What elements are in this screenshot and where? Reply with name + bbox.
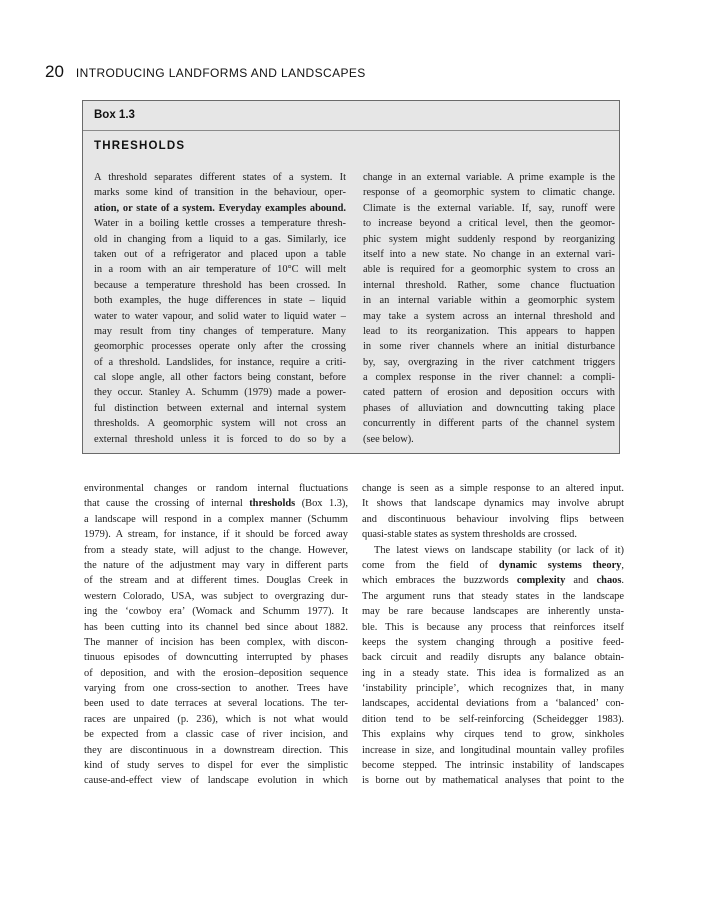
text-line — [363, 401, 615, 416]
text-line — [84, 696, 348, 711]
text-segment: It shows that landscape dynamics may involve abrupt — [362, 498, 624, 510]
text-segment: of the stream and at different times. Douglas Creek in — [84, 575, 348, 587]
text-line — [84, 558, 348, 573]
text-segment: The latest views on landscape stability (or lack of it) — [374, 544, 624, 556]
text-segment: both examples, the huge differences in state – liquid — [94, 295, 346, 307]
text-line — [362, 512, 624, 527]
text-segment: increase in size, and longitudinal mountain valley profiles — [362, 744, 624, 756]
text-segment: back circuit and readily disrupts any balance obtain- — [362, 652, 624, 664]
text-line — [84, 650, 348, 665]
text-segment: that cause the crossing of internal — [84, 498, 250, 510]
text-line — [363, 416, 615, 431]
text-line — [84, 743, 348, 758]
text-line — [94, 262, 346, 277]
text-segment: been used to date terraces at several locations. The ter- — [84, 698, 348, 710]
text-line — [94, 293, 346, 308]
text-segment: taken out of a refrigerator and placed upon a table — [94, 248, 346, 260]
text-line — [363, 262, 615, 277]
text-segment: ble. This is because any process that reinforces itself — [362, 621, 624, 633]
text-line — [362, 481, 624, 496]
text-segment: from a steady state, will adjust to the change. However, — [84, 544, 348, 556]
text-line — [362, 696, 624, 711]
text-line — [94, 416, 346, 431]
text-segment: cause-and-effect view of landscape evolution in which — [84, 775, 348, 787]
text-line — [94, 232, 346, 247]
text-segment: tinuous episodes of downcutting interrupted by phases — [84, 652, 348, 664]
text-segment: and — [243, 402, 277, 414]
text-line — [94, 339, 346, 354]
text-segment: may take a system across an internal threshold and — [363, 310, 615, 322]
bold-term: chaos — [596, 575, 622, 587]
box-column-left — [94, 170, 346, 447]
text-line — [94, 185, 346, 200]
text-segment: quasi-stable states as system thresholds are crossed. — [362, 529, 577, 541]
text-line — [363, 170, 615, 185]
text-segment: they occur. Stanley A. Schumm (1979) made a power- — [94, 387, 346, 399]
text-line — [363, 232, 615, 247]
bold-term: complexity — [516, 575, 566, 587]
text-segment: ‘instability principle’, which recognizes that, in many — [362, 683, 624, 695]
text-segment: dition tend to be self-reinforcing (Scheidegger 1983). — [362, 713, 624, 725]
text-segment: cal slope angle, all other factors being constant, before — [94, 372, 346, 384]
bold-term: ation, or state of a system. Everyday examples abound. — [94, 202, 346, 214]
text-segment: in a room with an air temperature of 10°C will melt — [94, 264, 346, 276]
text-segment: they are discontinuous in a downstream direction. This — [84, 744, 348, 756]
text-line — [362, 573, 624, 588]
text-line — [84, 620, 348, 635]
text-segment: external threshold unless it is forced to do so by a — [94, 433, 346, 445]
text-segment: by, say, overgrazing in the river catchment triggers — [363, 356, 615, 368]
text-line — [84, 496, 348, 511]
text-line — [363, 247, 615, 262]
text-line — [84, 527, 348, 542]
text-segment: may be rare because landscapes are inherently unsta- — [362, 606, 624, 618]
text-line — [363, 355, 615, 370]
text-segment: concurrently in different parts of the channel system — [363, 418, 615, 430]
text-segment: which embraces the buzzwords — [362, 575, 517, 587]
text-line — [362, 712, 624, 727]
text-segment: become stepped. The intrinsic instability of landscapes — [362, 760, 624, 772]
text-segment: landscapes, accidental deviations from a ‘balanced’ con- — [362, 698, 624, 710]
text-segment: change in an external variable. A prime example is the — [363, 172, 615, 183]
text-segment: able is required for a geomorphic system to cross an — [363, 264, 615, 276]
text-segment: old in changing from a liquid to a gas. Similarly, ice — [94, 233, 346, 245]
text-segment: of a threshold. Landslides, for instance, require a criti- — [94, 356, 346, 368]
text-line — [94, 401, 346, 416]
text-segment: (see below). — [363, 433, 414, 445]
text-line — [84, 681, 348, 696]
text-line — [362, 527, 624, 542]
text-segment: a complex response in the river channel: a compli- — [363, 372, 615, 384]
text-segment: to increase beyond a critical level, then the geomor- — [363, 218, 615, 230]
text-line — [363, 216, 615, 231]
text-segment: environmental changes or random internal fluctuations — [84, 483, 348, 494]
text-line — [94, 170, 346, 185]
text-segment: 1979). A stream, for instance, if it should be forced away — [84, 529, 348, 541]
text-segment: because a temperature threshold has been crossed. In — [94, 279, 346, 291]
text-line — [84, 666, 348, 681]
text-segment: external — [210, 402, 244, 414]
text-line — [363, 370, 615, 385]
text-segment: marks some kind of transition in the behaviour, oper- — [94, 187, 346, 199]
text-line — [94, 201, 346, 216]
text-segment: The manner of incision has been complex, with discon- — [84, 636, 348, 648]
text-line — [362, 666, 624, 681]
text-segment: the nature of the adjustment may vary in different parts — [84, 559, 348, 571]
text-segment: This explains why cirques tend to grow, sinkholes — [362, 729, 624, 741]
box-column-right — [363, 170, 615, 447]
text-segment: come from the field of — [362, 559, 499, 571]
box-title: THRESHOLDS — [94, 140, 186, 152]
text-segment: geomorphic processes operate only after the crossing — [94, 341, 346, 353]
text-line — [362, 758, 624, 773]
text-segment: races are unpaired (p. 236), which is not what would — [84, 713, 348, 725]
text-line — [362, 743, 624, 758]
text-segment: kind of study serves to dispel for ever the simplistic — [84, 760, 348, 772]
bold-term: dynamic systems theory — [498, 559, 622, 571]
running-title: INTRODUCING LANDFORMS AND LANDSCAPES — [75, 66, 366, 80]
text-line — [363, 185, 615, 200]
text-segment: water to water vapour, and solid water to liquid water – — [94, 310, 346, 322]
text-segment: has been cutting into its channel bed since about 1882. — [84, 621, 348, 633]
text-segment: . — [621, 575, 624, 587]
text-segment: and — [565, 575, 597, 587]
text-line — [363, 309, 615, 324]
text-line — [362, 496, 624, 511]
text-line — [362, 558, 624, 573]
text-line — [363, 385, 615, 400]
text-line — [94, 247, 346, 262]
text-line — [362, 543, 624, 558]
text-line — [362, 727, 624, 742]
text-segment: A threshold separates different states of a system. It — [94, 172, 346, 183]
text-line — [362, 604, 624, 619]
bold-term: thresholds — [249, 498, 296, 510]
text-segment: a landscape will respond in a complex manner (Schumm — [84, 513, 348, 525]
text-segment: keeps the system changing through a positive feed- — [362, 636, 624, 648]
text-line — [362, 620, 624, 635]
text-segment: in an internal variable within a geomorphic system — [363, 295, 615, 307]
text-segment: , — [621, 559, 624, 571]
text-line — [84, 543, 348, 558]
text-segment: Climate is the external variable. If, say, runoff were — [363, 202, 615, 214]
text-line — [94, 278, 346, 293]
text-segment: lead to its reorganization. This appears to happen — [363, 325, 615, 337]
text-line — [94, 216, 346, 231]
text-segment: thresholds — [94, 418, 137, 430]
text-line — [362, 589, 624, 604]
text-segment: (Box 1.3), — [295, 498, 348, 510]
text-segment: may result from tiny changes of temperature. Many — [94, 325, 346, 337]
text-segment: ful distinction between — [94, 402, 211, 414]
text-segment: phic system might suddenly respond by reorganizing — [363, 233, 615, 245]
text-line — [84, 512, 348, 527]
text-line — [94, 385, 346, 400]
text-line — [363, 324, 615, 339]
text-segment: itself into a new state. No change in an external vari- — [363, 248, 615, 260]
text-segment: Water in a boiling kettle crosses a temperature thresh- — [94, 218, 346, 230]
text-line — [363, 201, 615, 216]
text-segment: . A geomorphic system will not cross an — [136, 418, 346, 430]
text-segment: varying from one cross-section to another. Trees have — [84, 683, 348, 695]
text-line — [362, 681, 624, 696]
text-line — [94, 432, 346, 447]
text-line — [84, 589, 348, 604]
text-line — [84, 481, 348, 496]
text-line — [84, 727, 348, 742]
text-segment: ing in a steady state. This idea is formalized as an — [362, 667, 624, 679]
running-head — [45, 62, 366, 82]
body-column-left — [84, 481, 348, 789]
text-segment: and discontinuous behaviour involving flips between — [362, 513, 624, 525]
text-line — [363, 293, 615, 308]
body-column-right — [362, 481, 624, 789]
text-segment: phases of alluviation and downcutting taking place — [363, 402, 615, 414]
text-line — [363, 339, 615, 354]
text-line — [84, 712, 348, 727]
text-line — [362, 650, 624, 665]
text-line — [84, 573, 348, 588]
box-label: Box 1.3 — [94, 109, 135, 121]
text-line — [362, 635, 624, 650]
text-segment: ing the ‘cowboy era’ (Womack and Schumm 1977). It — [84, 606, 348, 618]
text-segment: cated pattern of erosion and deposition occurs with — [363, 387, 615, 399]
text-line — [84, 758, 348, 773]
text-line — [84, 773, 348, 788]
text-segment: western Colorado, USA, was subject to overgrazing dur- — [84, 590, 348, 602]
text-segment: response of a geomorphic system to climatic change. — [363, 187, 615, 199]
box-divider — [83, 130, 619, 131]
text-line — [84, 635, 348, 650]
text-line — [94, 355, 346, 370]
text-segment: be expected from a classic case of river incision, and — [84, 729, 348, 741]
text-line — [84, 604, 348, 619]
text-segment: internal threshold. Rather, some chance fluctuation — [363, 279, 615, 291]
text-segment: internal system — [276, 402, 346, 414]
text-line — [94, 309, 346, 324]
text-line — [363, 432, 615, 447]
thresholds-box — [82, 100, 620, 454]
text-line — [362, 773, 624, 788]
text-segment: is borne out by mathematical analyses that point to the — [362, 775, 624, 787]
text-line — [94, 324, 346, 339]
text-segment: in some river channels where an initial disturbance — [363, 341, 615, 353]
text-line — [94, 370, 346, 385]
text-segment: change is seen as a simple response to an altered input. — [362, 483, 624, 494]
text-line — [363, 278, 615, 293]
text-segment: of deposition, and with the erosion–deposition sequence — [84, 667, 348, 679]
page-number: 20 — [45, 62, 64, 81]
text-segment: The argument runs that steady states in the landscape — [362, 590, 624, 602]
